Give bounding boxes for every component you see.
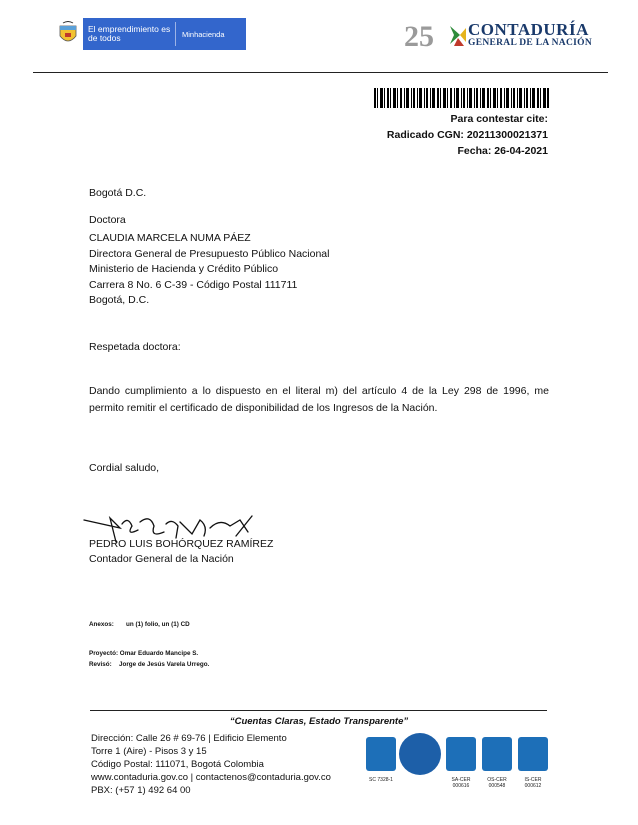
recipient-city: Bogotá, D.C. — [89, 294, 150, 306]
cite-label: Para contestar cite: — [450, 113, 548, 125]
reviewed-by-name: Jorge de Jesús Varela Urrego. — [119, 661, 210, 668]
barcode-icon — [374, 88, 549, 108]
city-line: Bogotá D.C. — [89, 187, 147, 199]
footer-phone: PBX: (+57 1) 492 64 00 — [91, 785, 191, 796]
icontec-cert-icon — [446, 737, 476, 771]
icontec-cert-icon — [366, 737, 396, 771]
footer-web[interactable]: www.contaduria.gov.co | contactenos@contaduria.gov.co — [91, 772, 331, 783]
salutation-title: Doctora — [89, 214, 126, 226]
letter-body: Dando cumplimiento a lo dispuesto en el literal m) del artículo 4 de la Ley 298 de 1996, me permito remitir el certificado de disponibilidad de los Ingresos de la Nación. — [89, 385, 549, 414]
header-divider — [33, 72, 608, 73]
icontec-cert-icon — [518, 737, 548, 771]
drafted-by: Proyectó: Omar Eduardo Mancipe S. — [89, 650, 199, 657]
annex-value: un (1) folio, un (1) CD — [126, 621, 190, 628]
letter-date: Fecha: 26-04-2021 — [457, 145, 548, 157]
radicado-number: Radicado CGN: 20211300021371 — [386, 129, 548, 141]
footer-divider — [90, 710, 547, 711]
recipient-role: Directora General de Presupuesto Público Nacional — [89, 248, 330, 260]
closing: Cordial saludo, — [89, 462, 160, 474]
recipient-address: Carrera 8 No. 6 C-39 - Código Postal 111711 — [89, 279, 298, 291]
recipient-name: CLAUDIA MARCELA NUMA PÁEZ — [89, 232, 251, 244]
cert-label: SC 7328-1 — [369, 777, 393, 783]
icontec-cert-icon — [482, 737, 512, 771]
colombia-coat-of-arms-icon — [53, 18, 83, 50]
annex-label: Anexos: — [89, 621, 114, 628]
reviewed-by-label: Revisó: — [89, 661, 112, 668]
footer-motto: “Cuentas Claras, Estado Transparente” — [229, 716, 409, 727]
footer-postal: Código Postal: 111071, Bogotá Colombia — [91, 759, 264, 770]
iqnet-cert-icon — [399, 733, 441, 775]
ministry-label: Minhacienda — [182, 29, 225, 39]
footer-address: Dirección: Calle 26 # 69-76 | Edificio Elemento — [91, 733, 287, 744]
government-banner — [53, 18, 246, 50]
signer-name: PEDRO LUIS BOHÓRQUEZ RAMÍREZ — [89, 538, 274, 550]
cert-label: SA-CER 000616 — [451, 777, 471, 789]
recipient-organization: Ministerio de Hacienda y Crédito Público — [89, 263, 279, 275]
cert-label: IS-CER 000612 — [524, 777, 542, 789]
signer-role: Contador General de la Nación — [89, 553, 234, 565]
cgn-name: CONTADURÍA — [468, 20, 589, 39]
cgn-subtitle: GENERAL DE LA NACIÓN — [468, 38, 592, 48]
footer-tower: Torre 1 (Aire) - Pisos 3 y 15 — [91, 746, 207, 757]
anniversary-number: 25 — [404, 20, 434, 53]
cert-label: OS-CER 000548 — [487, 777, 507, 789]
gov-slogan: El emprendimiento es de todos — [88, 24, 171, 43]
greeting: Respetada doctora: — [89, 341, 181, 353]
